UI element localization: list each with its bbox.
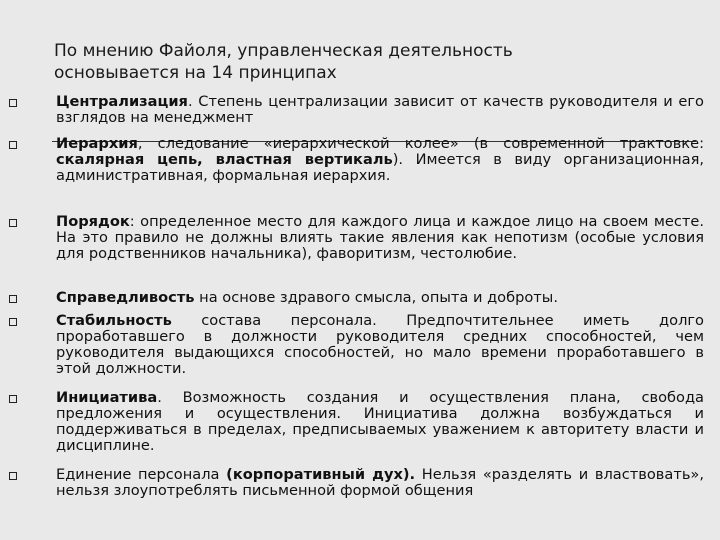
description: на основе здравого смысла, опыта и доброты. [194, 289, 558, 306]
term: Инициатива [56, 389, 158, 406]
description: . Степень централизации зависит от качеств руководителя и его взглядов на менеджмент [56, 93, 704, 126]
square-bullet-icon [9, 395, 17, 403]
list-item-text [56, 313, 704, 377]
square-bullet-icon [9, 295, 17, 303]
list-item-text [56, 136, 704, 184]
list-item-text [56, 290, 704, 306]
term: Порядок [56, 213, 130, 230]
square-bullet-icon [9, 472, 17, 480]
square-bullet-icon [9, 141, 17, 149]
description: Нельзя «разделять и властвовать», нельзя злоупотреблять письменной формой общения [56, 466, 705, 499]
list-item-text [56, 214, 704, 262]
square-bullet-icon [9, 99, 17, 107]
square-bullet-icon [9, 318, 17, 326]
title-line-1: По мнению Файоля, управленческая деятельность [54, 41, 513, 61]
term: (корпоративный дух). [226, 466, 416, 483]
term: Иерархия [56, 135, 138, 152]
description: состава персонала. Предпочтительнее иметь долго проработавшего в должности руководителя средних способностей, чем руководителя выдающихся способностей, но мало времени проработавшего в этой должности. [56, 312, 704, 377]
description-cont: ). Имеется в виду организационная, административная, формальная иерархия. [56, 151, 705, 184]
term: Справедливость [56, 289, 195, 306]
list-item-text [56, 467, 704, 499]
term: Централизация [56, 93, 188, 110]
square-bullet-icon [9, 219, 17, 227]
list-item-text [56, 94, 704, 126]
description: , следование «иерархической колее» (в современной трактовке: [137, 135, 704, 152]
description: . Возможность создания и осуществления плана, свобода предложения и осуществления. Инициатива должна возбуждаться и поддерживаться в пределах, предписываемых уважением к авторитету власти и дисциплине. [56, 389, 704, 454]
description: : определенное место для каждого лица и каждое лицо на своем месте. На это правило не должны влиять такие явления как непотизм (особые условия для родственников начальника), фаворитизм, честолюбие. [56, 213, 704, 262]
term: Стабильность [56, 312, 172, 329]
slide-title [54, 40, 694, 84]
list-item-text [56, 390, 704, 454]
title-line-2: основывается на 14 принципах [54, 63, 337, 83]
lead-text: Единение персонала [56, 466, 227, 483]
term-secondary: скалярная цепь, властная вертикаль [56, 151, 393, 168]
